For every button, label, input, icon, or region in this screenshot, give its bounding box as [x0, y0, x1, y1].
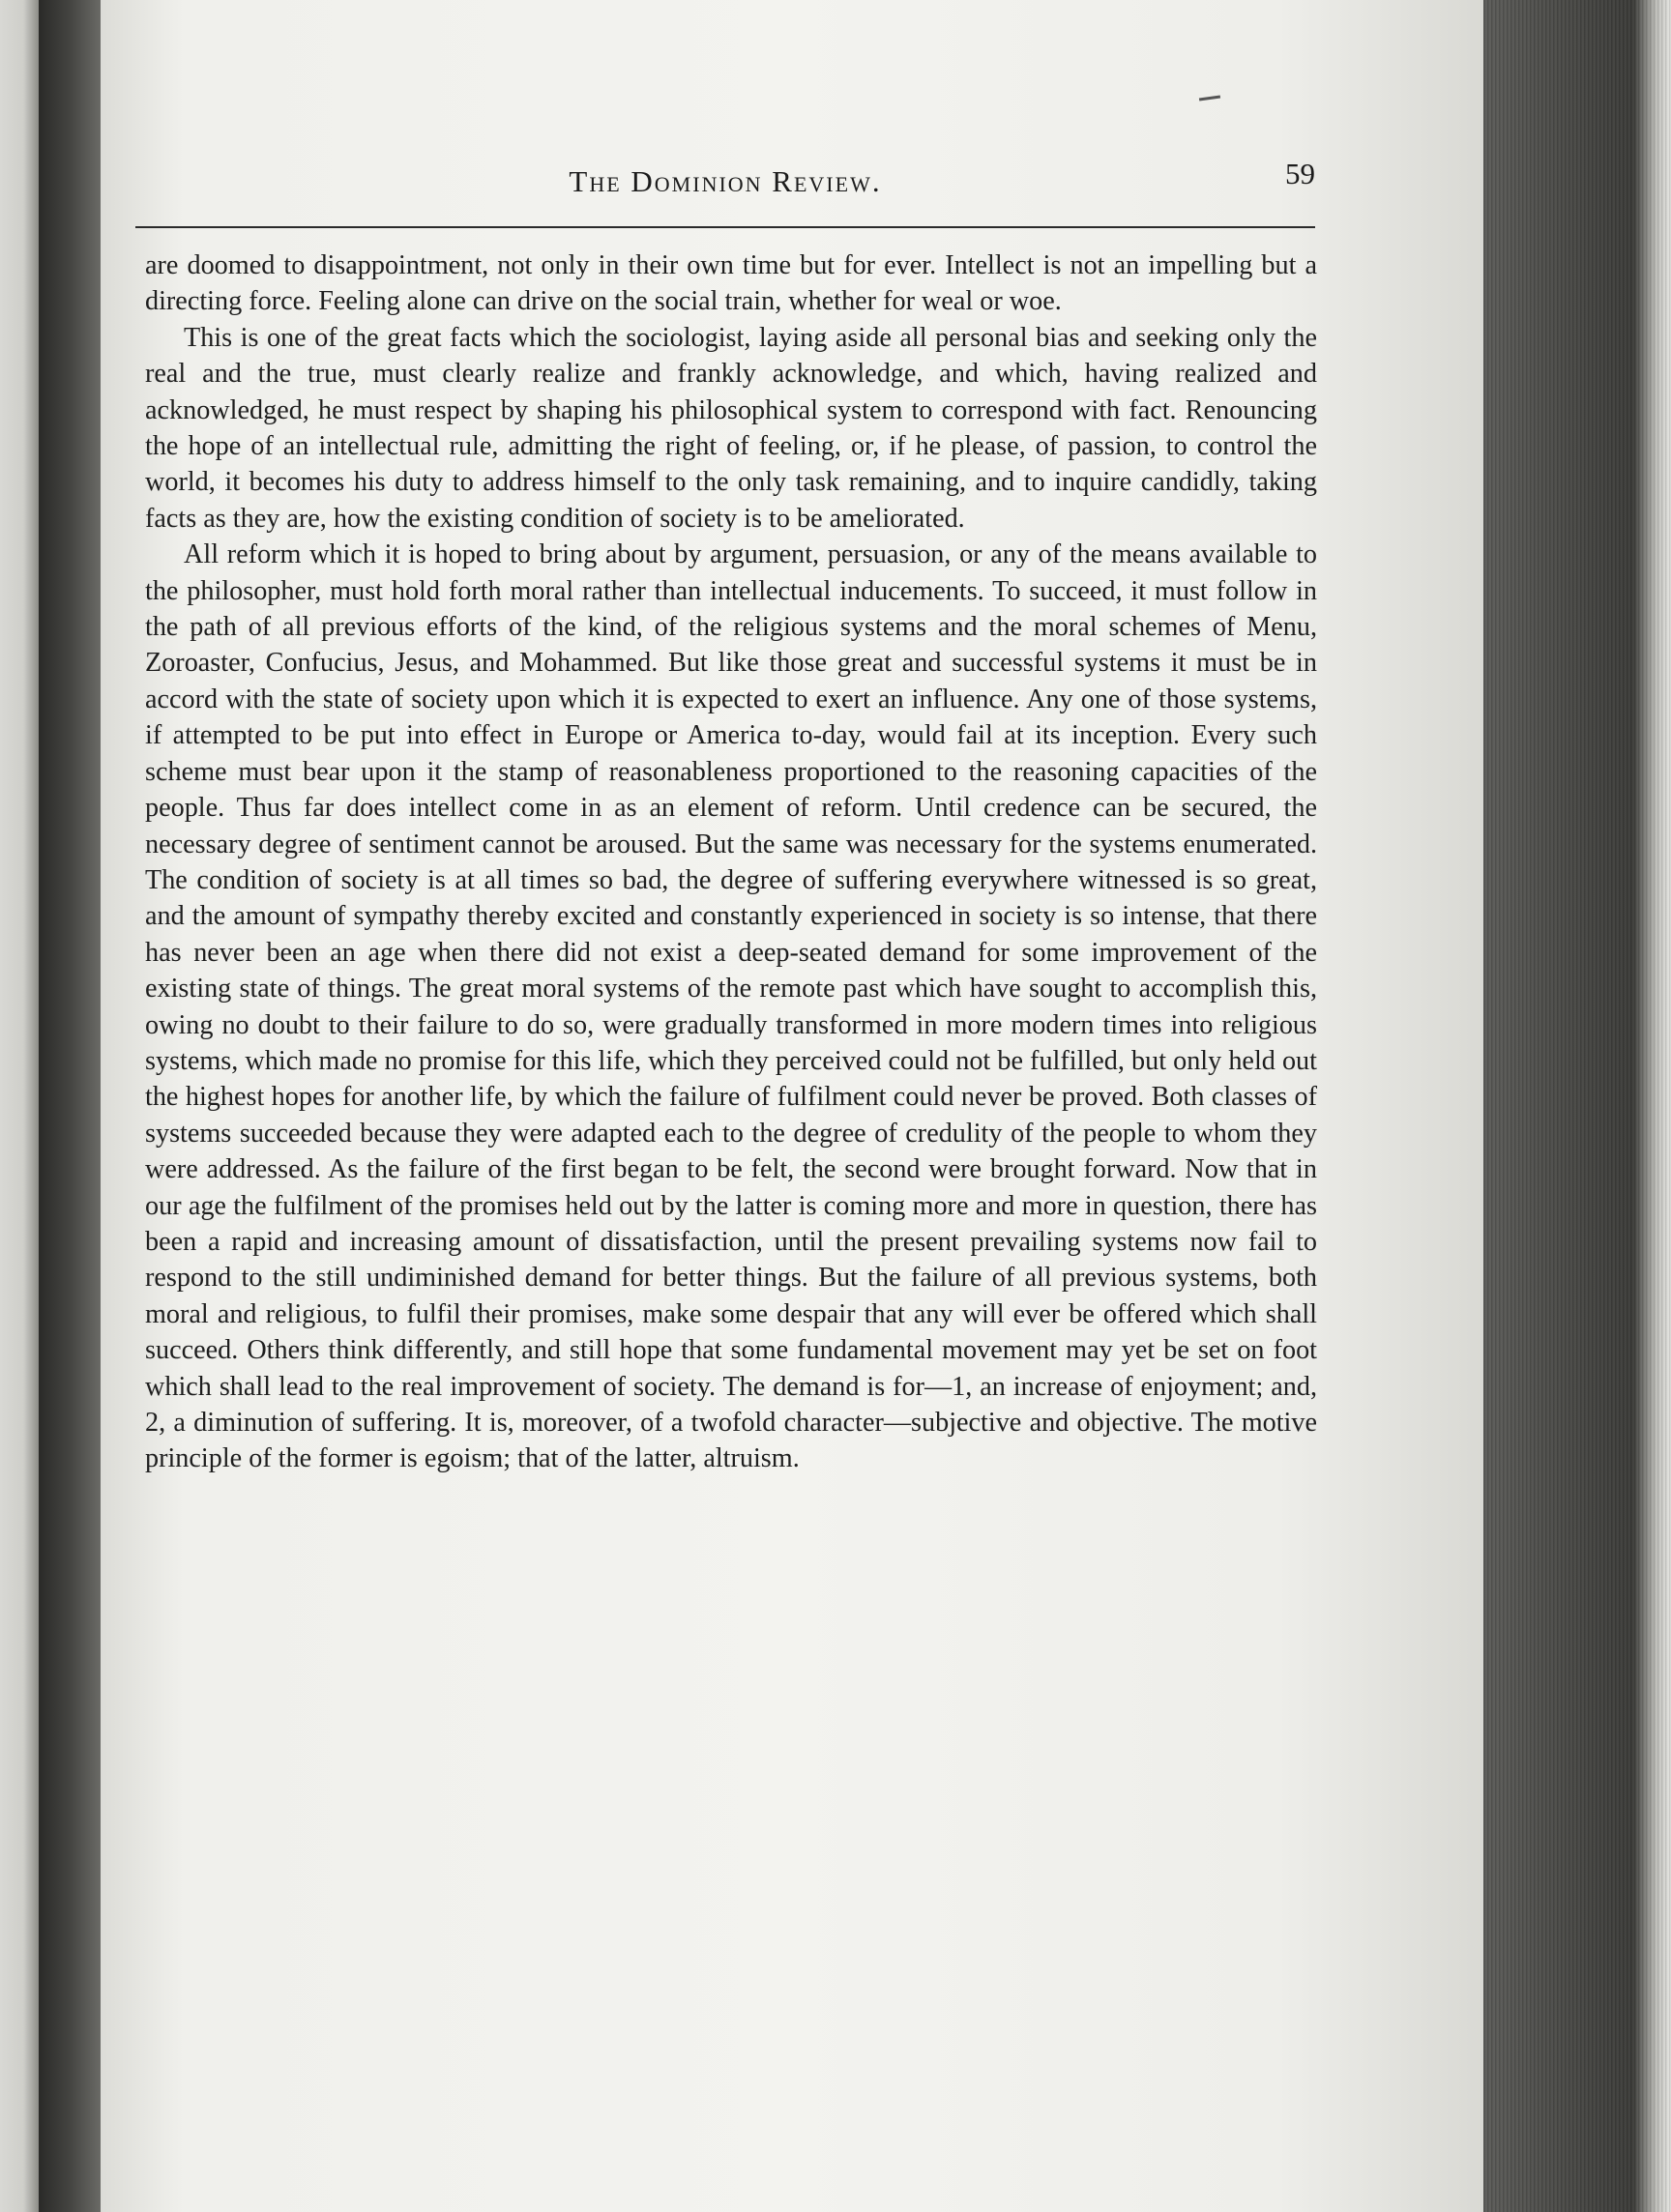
previous-page-edge [0, 0, 39, 2212]
paragraph: All reform which it is hoped to bring about by argument, persuasion, or any of the means available to the philosopher, must hold forth moral rather than intellectual inducements. To succeed, it must follow in the path of all previous efforts of the kind, of the religious systems and the moral schemes of Menu, Zoroaster, Confucius, Jesus, and Mohammed. But like those great and successful systems it must be in accord with the state of society upon which it is expected to exert an influence. Any one of those systems, if attempted to be put into effect in Europe or America to-day, would fail at its inception. Every such scheme must bear upon it the stamp of reasonableness proportioned to the reasoning capacities of the people. Thus far does intellect come in as an element of reform. Until credence can be secured, the necessary degree of sentiment cannot be aroused. But the same was necessary for the systems enumerated. The condition of society is at all times so bad, the degree of suffering everywhere witnessed is so great, and the amount of sympathy thereby excited and constantly experienced in society is so intense, that there has never been an age when there did not exist a deep-seated demand for some improvement of the existing state of things. The great moral systems of the remote past which have sought to accomplish this, owing no doubt to their failure to do so, were gradually transformed in more modern times into religious systems, which made no promise for this life, which they perceived could not be fulfilled, but only held out the highest hopes for another life, by which the failure of fulfilment could never be proved. Both classes of systems succeeded because they were adapted each to the degree of credulity of the people to whom they were addressed. As the failure of the first began to be felt, the second were brought forward. Now that in our age the fulfilment of the promises held out by the latter is coming more and more in question, there has been a rapid and increasing amount of dissatisfaction, until the present prevailing systems now fail to respond to the still undiminished demand for better things. But the failure of all previous systems, both moral and religious, to fulfil their promises, make some despair that any will ever be offered which shall succeed. Others think differently, and still hope that some fundamental movement may yet be set on foot which shall lead to the real improvement of society. The demand is for—1, an increase of enjoyment; and, 2, a diminution of suffering. It is, moreover, of a twofold character—subjective and objective. The motive principle of the former is egoism; that of the latter, altruism. [145, 539, 1317, 1474]
book-fore-edge [1483, 0, 1671, 2212]
page-number: 59 [1285, 157, 1315, 190]
book-gutter [39, 0, 101, 2212]
paragraph: This is one of the great facts which the sociologist, laying aside all personal bias and seeking only the real and the true, must clearly realize and frankly acknowledge, and which, having realized and acknowledged, he must respect by shaping his philosophical system to correspond with fact. Renouncing the hope of an intellectual rule, admitting the right of feeling, or, if he please, of passion, to control the world, it becomes his duty to address himself to the only task remaining, and to inquire candidly, taking facts as they are, how the existing condition of society is to be ameliorated. [145, 322, 1317, 534]
body-text [145, 247, 1317, 1477]
running-header [135, 145, 1315, 222]
running-title: The Dominion Review. [569, 164, 882, 198]
header-rule [135, 226, 1315, 228]
paragraph: are doomed to disappointment, not only in their own time but for ever. Intellect is not an impelling but a directing force. Feeling alone can drive on the social train, whether for weal or woe. [145, 250, 1317, 317]
